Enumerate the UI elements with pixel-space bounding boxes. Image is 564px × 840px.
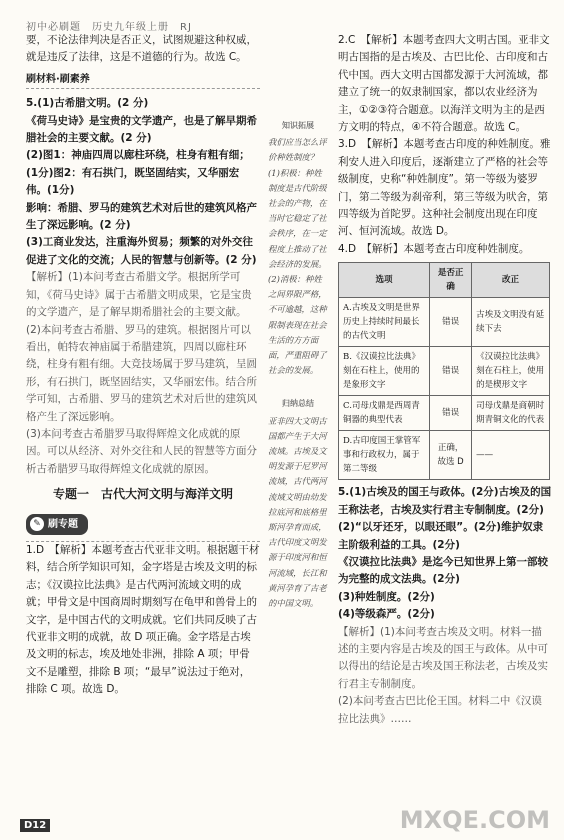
q3-answer: 3.D 【解析】本题考查古印度的种姓制度。雅利安人进入印度后，逐渐建立了严格的社会等级制度，史称“种姓制度”。第一等级为婆罗门，第二等级为刹帝利，第三等级为吠舍，第四等级为首陀罗。这种社会制度出现在印度河、恒河流域。故选 D。 xyxy=(338,138,551,238)
q5-answer-3: (2)图1：神庙四周以廊柱环绕，柱身有粗有细；(1分)图2：有石拱门，既坚固结实，又华丽宏伟。(1分) xyxy=(26,149,250,197)
left-column xyxy=(26,32,260,699)
side-notes xyxy=(268,118,328,611)
table-cell: 错误 xyxy=(430,396,472,431)
topic-badge xyxy=(26,514,88,535)
table-row xyxy=(339,431,550,480)
q5r-analysis-1: 【解析】(1)本问考查古埃及文明。材料一描述的主要内容是古埃及的国王与政体。从中可以得出的结论是古埃及国王称法老，古埃及实行君主专制制度。 xyxy=(338,625,548,690)
q5-answer-5: (3)工商业发达，注重海外贸易；频繁的对外交往促进了文化的交流；人民的智慧与创新等。(2 分) xyxy=(26,236,257,266)
q5r-answer-2: (2)“以牙还牙，以眼还眼”。(2分)维护奴隶主阶级利益的工具。(2分) xyxy=(338,521,544,551)
q4-answer: 4.D 【解析】本题考查古印度种姓制度。 xyxy=(338,242,530,255)
note-body-1: 我们应当怎么评价种姓制度？(1)积极：种姓制度是古代阶级社会的产物，在当时它稳定了社会秩序，在一定程度上推动了社会经济的发展。(2)消极：种姓之间界限严格，不可逾越，这种限制表现在社会生活的方方面面，严重阻碍了社会的发展。 xyxy=(268,137,327,376)
badge-line xyxy=(26,510,260,542)
q5r-answer-5: (4)等级森严。(2分) xyxy=(338,608,435,621)
table-row xyxy=(339,396,550,431)
badge-label: 刷专题 xyxy=(48,518,78,530)
watermark: MXQE.COM xyxy=(399,806,550,834)
table-cell: 司母戊鼎是商朝时期青铜文化的代表 xyxy=(472,396,550,431)
right-column xyxy=(338,32,552,728)
table-cell: 正确，故选 D xyxy=(430,431,472,480)
note-title-1: 知识拓展 xyxy=(282,120,314,130)
table-cell: C.司母戊鼎是西周青铜器的典型代表 xyxy=(339,396,430,431)
q5-analysis-1: 【解析】(1)本问考查古希腊文学。根据所学可知，《荷马史诗》属于古希腊文明成果，它是宝贵的文学遗产，是了解早期希腊社会的主要文献。 xyxy=(26,271,252,319)
q5r-analysis-2: (2)本问考查古巴比伦王国。材料二中《汉谟拉比法典》…… xyxy=(338,695,542,725)
answer-table xyxy=(338,262,550,480)
q5-answer-4: 影响：希腊、罗马的建筑艺术对后世的建筑风格产生了深远影响。(2 分) xyxy=(26,201,257,232)
q5-analysis-3: (3)本问考查古希腊罗马取得辉煌文化成就的原因。可以从经济、对外交往和人民的智慧等方面分析古希腊罗马取得辉煌文化成就的原因。 xyxy=(26,427,257,475)
table-cell: B.《汉谟拉比法典》刻在石柱上，使用的是象形文字 xyxy=(339,347,430,396)
page-header: 初中必刷题 历史九年级上册 RJ xyxy=(26,22,192,33)
table-cell: 错误 xyxy=(430,298,472,347)
table-cell: 错误 xyxy=(430,347,472,396)
q5r-answer-4: (3)种姓制度。(2分) xyxy=(338,590,435,603)
q5-answer-1: 5.(1)古希腊文明。(2 分) xyxy=(26,97,149,110)
table-cell: D.古印度国王掌管军事和行政权力，属于第二等级 xyxy=(339,431,430,480)
table-cell: 《汉谟拉比法典》刻在石柱上，使用的是楔形文字 xyxy=(472,347,550,396)
q5r-answer-3: 《汉谟拉比法典》是迄今已知世界上第一部较为完整的成文法典。(2分) xyxy=(338,555,548,586)
pen-icon: ✎ xyxy=(30,517,44,531)
q5-answer-2: 《荷马史诗》是宝贵的文学遗产，也是了解早期希腊社会的主要文献。(2 分) xyxy=(26,114,257,145)
table-header: 改正 xyxy=(472,263,550,298)
q1-answer: 1.D 【解析】本题考查古代亚非文明。根据题干材料，结合所学知识可知，金字塔是古埃及文明的标志；《汉谟拉比法典》是古代两河流域文明的成就；甲骨文是中国商周时期刻写在龟甲和兽骨上的文字，是中国古代的文明成就。它们共同反映了古代亚非文明的成就，故 D 项正确。金字塔是古埃及文明的标志，埃及地处非洲，排除 A 项；甲骨文不是雕塑，排除 B 项；“最早”说法过于绝对，排除 C 项。故选 D。 xyxy=(26,543,260,696)
q2-answer: 2.C 【解析】本题考查四大文明古国。亚非文明古国指的是古埃及、古巴比伦、古印度和古代中国。西大文明古国都发源于大河流域，都建立了统一的奴隶制国家，都以农业经济为主，①②③符合题意。以海洋文明为主的是西方文明的特点，④不符合题意。故选 C。 xyxy=(338,34,550,134)
section-label: 刷材料·刷素养 xyxy=(26,73,90,85)
note-title-2: 归纳总结 xyxy=(282,398,314,409)
table-header: 是否正确 xyxy=(430,263,472,298)
table-cell: 古埃及文明没有延续下去 xyxy=(472,298,550,347)
intro-text: 要，不论法律判决是否正义，试图规避这种权威，就是违反了法律，这是不道德的行为。故选 C。 xyxy=(26,34,257,64)
table-row xyxy=(339,347,550,396)
q5r-answer-1: 5.(1)古埃及的国王与政体。(2分)古埃及的国王称法老，古埃及实行君主专制制度。(2分) xyxy=(338,486,552,516)
page-number: D12 xyxy=(20,819,50,832)
table-cell: A.古埃及文明是世界历史上持续时间最长的古代文明 xyxy=(339,298,430,347)
topic-heading: 专题一 古代大河文明与海洋文明 xyxy=(52,487,233,502)
table-row xyxy=(339,298,550,347)
note-body-2: 亚非四大文明古国都产生于大河流域。古埃及文明发源于尼罗河流域，古代两河流域文明由幼发拉底河和底格里斯河孕育而成，古代印度文明发源于印度河和恒河流域，长江和黄河孕育了古老的中国文明。 xyxy=(268,415,327,609)
section-bar xyxy=(26,71,260,89)
q5-analysis-2: (2)本问考查古希腊、罗马的建筑。根据图片可以看出，帕特农神庙属于希腊建筑，四周以廊柱环绕，柱身有粗有细。大竞技场属于罗马建筑，呈圆形，有石拱门，既坚固结实，又华丽宏伟。结合所学可知，古希腊、罗马的建筑艺术对后世的建筑风格产生了深远影响。 xyxy=(26,323,257,423)
table-cell: —— xyxy=(472,431,550,480)
table-header: 选项 xyxy=(339,263,430,298)
